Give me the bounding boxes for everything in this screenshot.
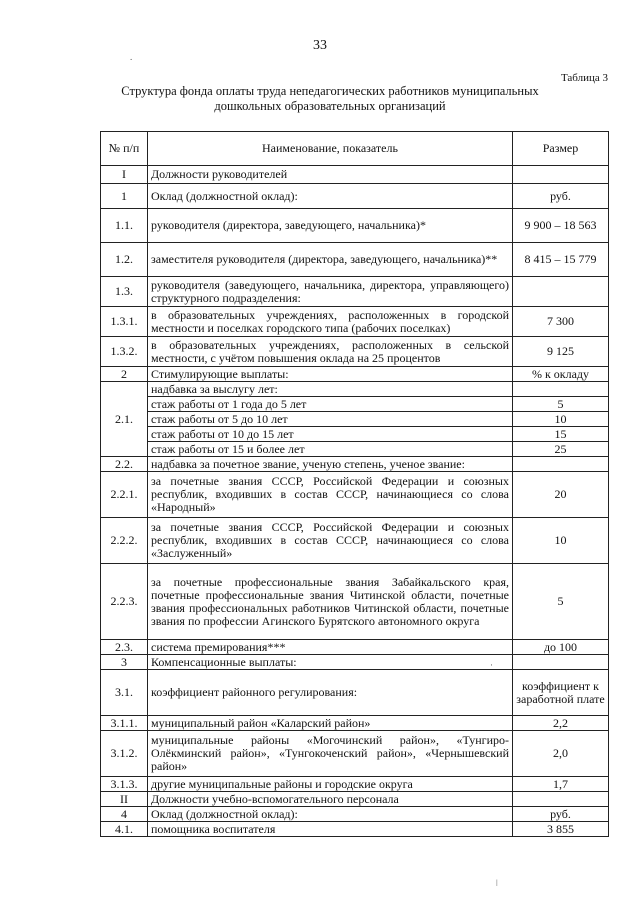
row-size: 1,7 [513, 777, 609, 792]
row-name: муниципальный район «Каларский район» [148, 716, 513, 731]
table-row [101, 427, 609, 442]
row-num: 3.1. [101, 670, 148, 716]
row-size: 25 [513, 442, 609, 457]
row-size [513, 166, 609, 184]
header-name: Наименование, показатель [148, 132, 513, 166]
salary-structure-table [100, 131, 609, 837]
table-row [101, 307, 609, 337]
row-name: в образовательных учреждениях, расположенных в городской местности и поселках городского типа (рабочих поселках) [148, 307, 513, 337]
row-size [513, 792, 609, 807]
row-name: Должности учебно-вспомогательного персонала [148, 792, 513, 807]
row-size: 5 [513, 397, 609, 412]
row-size: 8 415 – 15 779 [513, 243, 609, 277]
table-row [101, 367, 609, 382]
row-num: 2.1. [101, 382, 148, 457]
row-size [513, 457, 609, 472]
row-name: за почетные профессиональные звания Забайкальского края, почетные профессиональные звания Читинской области, почетные звания профессиональных работников Читинской области, почетные звания по профессии Агинского Бурятского автономного округа [148, 564, 513, 640]
row-name: другие муниципальные районы и городские округа [148, 777, 513, 792]
row-name: стаж работы от 10 до 15 лет [148, 427, 513, 442]
row-size: 9 125 [513, 337, 609, 367]
header-size: Размер [513, 132, 609, 166]
row-size: 2,2 [513, 716, 609, 731]
table-row [101, 822, 609, 837]
row-num: 3 [101, 655, 148, 670]
document-title: Структура фонда оплаты труда непедагогических работников муниципальных дошкольных образовательных организаций [121, 84, 539, 113]
row-name: муниципальные районы «Могочинский район», «Тунгиро-Олёкминский район», «Тунгокоченский район», «Чернышевский район» [148, 731, 513, 777]
table-row [101, 655, 609, 670]
row-name: в образовательных учреждениях, расположенных в сельской местности, с учётом повышения оклада на 25 процентов [148, 337, 513, 367]
row-size: 3 855 [513, 822, 609, 837]
table-row [101, 670, 609, 716]
table-row [101, 337, 609, 367]
table-row [101, 777, 609, 792]
table-row [101, 731, 609, 777]
row-size [513, 382, 609, 397]
row-name: заместителя руководителя (директора, заведующего, начальника)** [148, 243, 513, 277]
table-row [101, 243, 609, 277]
row-size: коэффициент к заработной плате [513, 670, 609, 716]
row-size: 2,0 [513, 731, 609, 777]
row-name: Компенсационные выплаты: [148, 655, 513, 670]
table-row [101, 412, 609, 427]
row-name: руководителя (заведующего, начальника, директора, управляющего) структурного подразделения: [148, 277, 513, 307]
row-size: % к окладу [513, 367, 609, 382]
row-name: надбавка за выслугу лет: [148, 382, 513, 397]
table-row [101, 277, 609, 307]
row-num: 1.1. [101, 209, 148, 243]
row-size [513, 655, 609, 670]
table-row [101, 457, 609, 472]
row-num: II [101, 792, 148, 807]
table-row [101, 184, 609, 209]
row-size: 15 [513, 427, 609, 442]
row-num: 1.2. [101, 243, 148, 277]
row-name: за почетные звания СССР, Российской Федерации и союзных республик, входивших в состав СССР, начинающиеся со слова «Народный» [148, 472, 513, 518]
row-size [513, 277, 609, 307]
row-num: 2.2.2. [101, 518, 148, 564]
row-num: 1.3.1. [101, 307, 148, 337]
row-name: Должности руководителей [148, 166, 513, 184]
row-size: руб. [513, 184, 609, 209]
table-row [101, 640, 609, 655]
row-size: до 100 [513, 640, 609, 655]
table-row [101, 397, 609, 412]
row-name: руководителя (директора, заведующего, начальника)* [148, 209, 513, 243]
row-num: 2.2.3. [101, 564, 148, 640]
row-num: 3.1.2. [101, 731, 148, 777]
row-size: 7 300 [513, 307, 609, 337]
row-num: 3.1.3. [101, 777, 148, 792]
row-size: 20 [513, 472, 609, 518]
row-num: 4.1. [101, 822, 148, 837]
row-num: 1 [101, 184, 148, 209]
table-row [101, 382, 609, 397]
row-size: 10 [513, 518, 609, 564]
table-label: Таблица 3 [560, 72, 608, 84]
scan-speck: ǀ [496, 878, 498, 888]
table-header-row [101, 132, 609, 166]
page-number: 33 [313, 38, 327, 53]
table-row [101, 807, 609, 822]
row-name: стаж работы от 5 до 10 лет [148, 412, 513, 427]
table-row [101, 209, 609, 243]
row-name: Оклад (должностной оклад): [148, 807, 513, 822]
row-size: руб. [513, 807, 609, 822]
row-num: 2.2.1. [101, 472, 148, 518]
row-name: стаж работы от 15 и более лет [148, 442, 513, 457]
row-num: 2.2. [101, 457, 148, 472]
scan-speck: . [130, 52, 133, 62]
row-size: 10 [513, 412, 609, 427]
row-size: 5 [513, 564, 609, 640]
table-row [101, 716, 609, 731]
row-num: 1.3. [101, 277, 148, 307]
table-row [101, 166, 609, 184]
row-name: система премирования*** [148, 640, 513, 655]
table-row [101, 442, 609, 457]
row-num: 4 [101, 807, 148, 822]
row-num: 2 [101, 367, 148, 382]
scan-speck: · [490, 660, 493, 670]
row-name: за почетные звания СССР, Российской Федерации и союзных республик, входивших в состав СССР, начинающиеся со слова «Заслуженный» [148, 518, 513, 564]
row-size: 9 900 – 18 563 [513, 209, 609, 243]
row-num: 2.3. [101, 640, 148, 655]
row-name: стаж работы от 1 года до 5 лет [148, 397, 513, 412]
row-name: надбавка за почетное звание, ученую степень, ученое звание: [148, 457, 513, 472]
table-row [101, 564, 609, 640]
row-name: коэффициент районного регулирования: [148, 670, 513, 716]
row-name: Оклад (должностной оклад): [148, 184, 513, 209]
row-name: помощника воспитателя [148, 822, 513, 837]
row-num: I [101, 166, 148, 184]
row-num: 3.1.1. [101, 716, 148, 731]
table-row [101, 518, 609, 564]
row-num: 1.3.2. [101, 337, 148, 367]
header-num: № п/п [101, 132, 148, 166]
row-name: Стимулирующие выплаты: [148, 367, 513, 382]
table-row [101, 792, 609, 807]
table-row [101, 472, 609, 518]
